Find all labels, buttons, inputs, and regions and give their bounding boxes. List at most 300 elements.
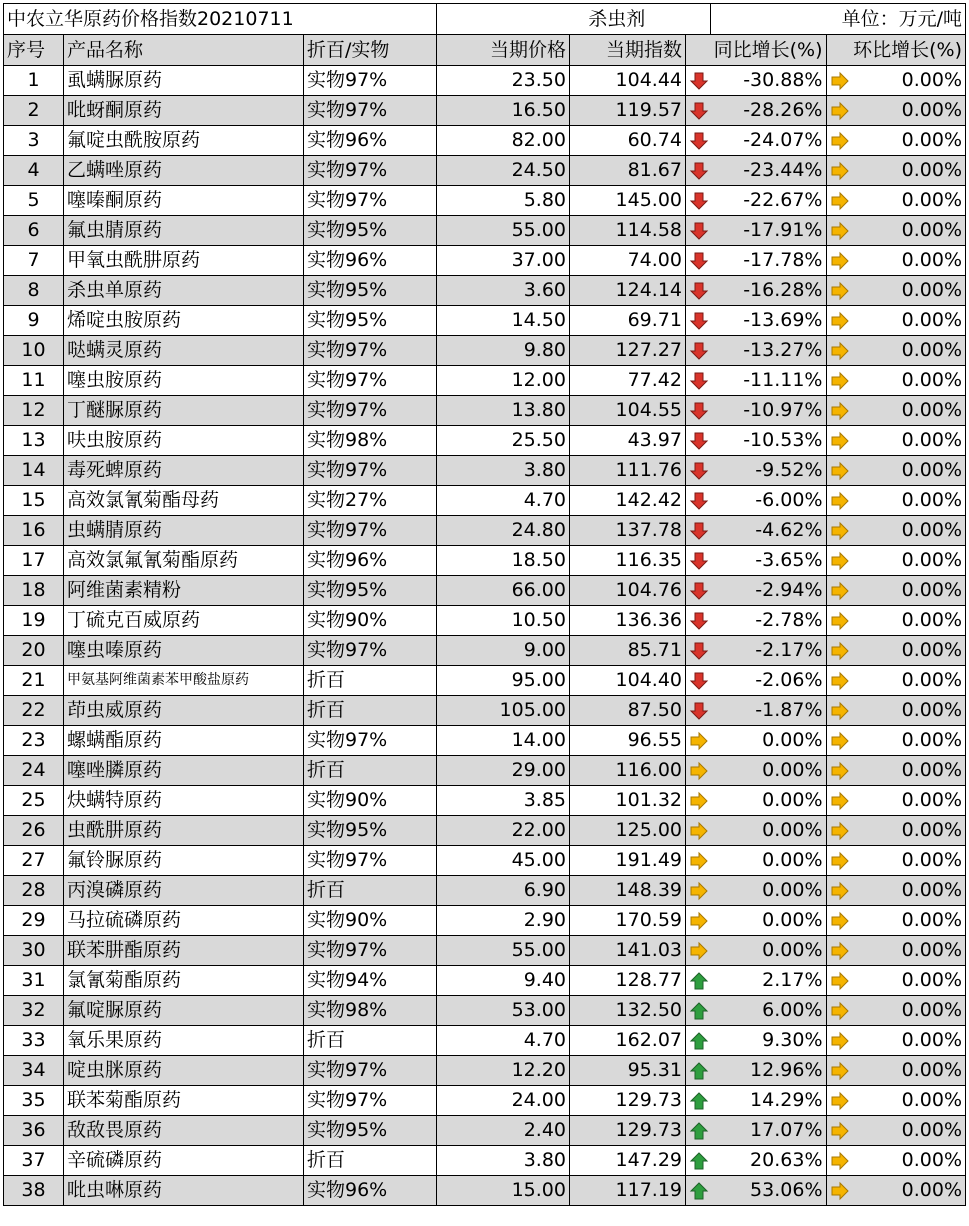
- arrow-cell: [826, 66, 851, 96]
- row-price: 55.00: [437, 936, 570, 966]
- row-spec: 折百: [304, 696, 437, 726]
- row-mom: 0.00%: [851, 696, 966, 726]
- row-yoy: -2.06%: [710, 666, 826, 696]
- arrow-up-icon: [689, 1181, 709, 1201]
- row-yoy: -9.52%: [710, 456, 826, 486]
- arrow-down-icon: [689, 371, 709, 391]
- arrow-cell: [826, 216, 851, 246]
- row-index: 137.78: [570, 516, 686, 546]
- row-mom: 0.00%: [851, 216, 966, 246]
- arrow-cell: [826, 1176, 851, 1206]
- row-index: 147.29: [570, 1146, 686, 1176]
- row-price: 9.00: [437, 636, 570, 666]
- row-seq: 7: [4, 246, 64, 276]
- row-seq: 10: [4, 336, 64, 366]
- row-index: 85.71: [570, 636, 686, 666]
- row-mom: 0.00%: [851, 246, 966, 276]
- row-name: 丁硫克百威原药: [64, 606, 304, 636]
- table-row: [4, 456, 966, 486]
- arrow-down-icon: [689, 221, 709, 241]
- row-price: 2.90: [437, 906, 570, 936]
- row-spec: 实物96%: [304, 246, 437, 276]
- row-price: 4.70: [437, 486, 570, 516]
- arrow-cell: [826, 696, 851, 726]
- category-label: 杀虫剂: [437, 4, 711, 35]
- arrow-right-icon: [830, 431, 850, 451]
- row-name: 阿维菌素精粉: [64, 576, 304, 606]
- row-price: 66.00: [437, 576, 570, 606]
- row-yoy: 2.17%: [710, 966, 826, 996]
- row-seq: 20: [4, 636, 64, 666]
- header-row: [4, 35, 966, 66]
- arrow-cell: [686, 516, 711, 546]
- arrow-right-icon: [830, 821, 850, 841]
- row-spec: 实物97%: [304, 456, 437, 486]
- row-name: 氟啶脲原药: [64, 996, 304, 1026]
- arrow-right-icon: [830, 1061, 850, 1081]
- row-index: 129.73: [570, 1086, 686, 1116]
- arrow-cell: [686, 486, 711, 516]
- table-row: [4, 336, 966, 366]
- arrow-cell: [826, 996, 851, 1026]
- row-yoy: -13.69%: [710, 306, 826, 336]
- row-yoy: 17.07%: [710, 1116, 826, 1146]
- arrow-right-icon: [830, 191, 850, 211]
- row-yoy: 0.00%: [710, 756, 826, 786]
- row-name: 茚虫威原药: [64, 696, 304, 726]
- row-seq: 34: [4, 1056, 64, 1086]
- row-mom: 0.00%: [851, 396, 966, 426]
- table-row: [4, 726, 966, 756]
- arrow-right-icon: [830, 941, 850, 961]
- row-yoy: -28.26%: [710, 96, 826, 126]
- arrow-right-icon: [689, 761, 709, 781]
- table-row: [4, 276, 966, 306]
- row-seq: 18: [4, 576, 64, 606]
- arrow-cell: [686, 276, 711, 306]
- row-yoy: 20.63%: [710, 1146, 826, 1176]
- table-row: [4, 1026, 966, 1056]
- row-spec: 折百: [304, 1146, 437, 1176]
- row-spec: 实物95%: [304, 216, 437, 246]
- row-spec: 实物94%: [304, 966, 437, 996]
- row-mom: 0.00%: [851, 876, 966, 906]
- row-name: 联苯肼酯原药: [64, 936, 304, 966]
- row-yoy: -17.78%: [710, 246, 826, 276]
- row-price: 25.50: [437, 426, 570, 456]
- row-index: 145.00: [570, 186, 686, 216]
- row-spec: 实物98%: [304, 996, 437, 1026]
- table-row: [4, 666, 966, 696]
- row-index: 132.50: [570, 996, 686, 1026]
- row-mom: 0.00%: [851, 1176, 966, 1206]
- row-seq: 31: [4, 966, 64, 996]
- row-spec: 实物97%: [304, 846, 437, 876]
- table-row: [4, 1146, 966, 1176]
- table-row: [4, 636, 966, 666]
- header-name: 产品名称: [64, 35, 304, 66]
- table-row: [4, 186, 966, 216]
- arrow-cell: [686, 126, 711, 156]
- row-index: 87.50: [570, 696, 686, 726]
- row-spec: 实物95%: [304, 576, 437, 606]
- arrow-right-icon: [830, 131, 850, 151]
- row-name: 烯啶虫胺原药: [64, 306, 304, 336]
- arrow-cell: [826, 516, 851, 546]
- row-name: 氟铃脲原药: [64, 846, 304, 876]
- row-mom: 0.00%: [851, 186, 966, 216]
- header-spec: 折百/实物: [304, 35, 437, 66]
- arrow-down-icon: [689, 671, 709, 691]
- arrow-right-icon: [830, 911, 850, 931]
- arrow-right-icon: [830, 1181, 850, 1201]
- row-yoy: 0.00%: [710, 816, 826, 846]
- row-name: 丁醚脲原药: [64, 396, 304, 426]
- row-name: 乙螨唑原药: [64, 156, 304, 186]
- row-name: 炔螨特原药: [64, 786, 304, 816]
- table-row: [4, 156, 966, 186]
- row-index: 136.36: [570, 606, 686, 636]
- table-row: [4, 1086, 966, 1116]
- arrow-right-icon: [830, 341, 850, 361]
- row-seq: 2: [4, 96, 64, 126]
- row-price: 12.20: [437, 1056, 570, 1086]
- row-index: 104.40: [570, 666, 686, 696]
- arrow-right-icon: [689, 791, 709, 811]
- arrow-cell: [686, 636, 711, 666]
- row-price: 5.80: [437, 186, 570, 216]
- row-price: 18.50: [437, 546, 570, 576]
- arrow-up-icon: [689, 1001, 709, 1021]
- arrow-cell: [686, 666, 711, 696]
- row-mom: 0.00%: [851, 306, 966, 336]
- arrow-right-icon: [830, 101, 850, 121]
- row-index: 104.55: [570, 396, 686, 426]
- arrow-up-icon: [689, 1151, 709, 1171]
- header-mom: 环比增长(%): [826, 35, 966, 66]
- row-price: 4.70: [437, 1026, 570, 1056]
- arrow-cell: [826, 1116, 851, 1146]
- row-spec: 实物97%: [304, 1086, 437, 1116]
- row-mom: 0.00%: [851, 426, 966, 456]
- row-yoy: -2.78%: [710, 606, 826, 636]
- table-row: [4, 906, 966, 936]
- row-price: 3.85: [437, 786, 570, 816]
- table-row: [4, 126, 966, 156]
- arrow-cell: [826, 846, 851, 876]
- row-yoy: -4.62%: [710, 516, 826, 546]
- row-mom: 0.00%: [851, 276, 966, 306]
- arrow-right-icon: [830, 641, 850, 661]
- arrow-down-icon: [689, 641, 709, 661]
- table-row: [4, 1176, 966, 1206]
- row-yoy: -3.65%: [710, 546, 826, 576]
- row-name: 甲氨基阿维菌素苯甲酸盐原药: [64, 666, 304, 696]
- arrow-right-icon: [830, 761, 850, 781]
- row-price: 23.50: [437, 66, 570, 96]
- row-price: 95.00: [437, 666, 570, 696]
- row-index: 74.00: [570, 246, 686, 276]
- row-seq: 29: [4, 906, 64, 936]
- row-yoy: -1.87%: [710, 696, 826, 726]
- row-name: 噻虫嗪原药: [64, 636, 304, 666]
- arrow-up-icon: [689, 1061, 709, 1081]
- arrow-down-icon: [689, 251, 709, 271]
- row-seq: 5: [4, 186, 64, 216]
- row-name: 氧乐果原药: [64, 1026, 304, 1056]
- arrow-right-icon: [830, 1121, 850, 1141]
- arrow-down-icon: [689, 341, 709, 361]
- arrow-right-icon: [830, 731, 850, 751]
- row-yoy: 6.00%: [710, 996, 826, 1026]
- row-price: 55.00: [437, 216, 570, 246]
- title-row: [4, 4, 966, 35]
- arrow-cell: [826, 156, 851, 186]
- table-row: [4, 546, 966, 576]
- row-seq: 13: [4, 426, 64, 456]
- row-price: 3.60: [437, 276, 570, 306]
- row-index: 125.00: [570, 816, 686, 846]
- row-seq: 23: [4, 726, 64, 756]
- row-name: 吡蚜酮原药: [64, 96, 304, 126]
- row-seq: 36: [4, 1116, 64, 1146]
- row-yoy: 12.96%: [710, 1056, 826, 1086]
- row-index: 191.49: [570, 846, 686, 876]
- row-mom: 0.00%: [851, 636, 966, 666]
- row-name: 噻虫胺原药: [64, 366, 304, 396]
- row-mom: 0.00%: [851, 606, 966, 636]
- arrow-cell: [686, 396, 711, 426]
- arrow-right-icon: [689, 821, 709, 841]
- arrow-right-icon: [830, 671, 850, 691]
- row-spec: 实物96%: [304, 126, 437, 156]
- row-index: 129.73: [570, 1116, 686, 1146]
- row-index: 117.19: [570, 1176, 686, 1206]
- arrow-down-icon: [689, 101, 709, 121]
- row-spec: 实物97%: [304, 396, 437, 426]
- row-mom: 0.00%: [851, 576, 966, 606]
- row-spec: 实物95%: [304, 816, 437, 846]
- arrow-cell: [686, 306, 711, 336]
- row-name: 螺螨酯原药: [64, 726, 304, 756]
- row-spec: 实物97%: [304, 1056, 437, 1086]
- row-yoy: -10.97%: [710, 396, 826, 426]
- row-mom: 0.00%: [851, 996, 966, 1026]
- arrow-cell: [826, 636, 851, 666]
- row-mom: 0.00%: [851, 906, 966, 936]
- arrow-cell: [686, 1026, 711, 1056]
- arrow-right-icon: [830, 401, 850, 421]
- row-spec: 实物27%: [304, 486, 437, 516]
- row-seq: 28: [4, 876, 64, 906]
- row-name: 氟虫腈原药: [64, 216, 304, 246]
- row-seq: 30: [4, 936, 64, 966]
- row-price: 29.00: [437, 756, 570, 786]
- arrow-cell: [686, 846, 711, 876]
- row-name: 高效氯氰菊酯母药: [64, 486, 304, 516]
- arrow-right-icon: [830, 701, 850, 721]
- row-yoy: 0.00%: [710, 876, 826, 906]
- row-index: 116.35: [570, 546, 686, 576]
- row-yoy: 0.00%: [710, 936, 826, 966]
- table-row: [4, 246, 966, 276]
- row-mom: 0.00%: [851, 816, 966, 846]
- row-index: 162.07: [570, 1026, 686, 1056]
- arrow-down-icon: [689, 401, 709, 421]
- arrow-cell: [826, 1056, 851, 1086]
- arrow-down-icon: [689, 431, 709, 451]
- arrow-down-icon: [689, 461, 709, 481]
- arrow-cell: [686, 966, 711, 996]
- arrow-cell: [686, 576, 711, 606]
- arrow-cell: [686, 756, 711, 786]
- table-row: [4, 936, 966, 966]
- arrow-cell: [826, 966, 851, 996]
- arrow-right-icon: [689, 851, 709, 871]
- row-spec: 折百: [304, 756, 437, 786]
- row-spec: 实物97%: [304, 636, 437, 666]
- arrow-cell: [686, 1176, 711, 1206]
- row-yoy: 53.06%: [710, 1176, 826, 1206]
- arrow-cell: [686, 876, 711, 906]
- row-index: 43.97: [570, 426, 686, 456]
- row-seq: 8: [4, 276, 64, 306]
- row-name: 敌敌畏原药: [64, 1116, 304, 1146]
- row-spec: 实物96%: [304, 546, 437, 576]
- row-yoy: -11.11%: [710, 366, 826, 396]
- row-index: 114.58: [570, 216, 686, 246]
- arrow-cell: [686, 1146, 711, 1176]
- row-name: 噻唑膦原药: [64, 756, 304, 786]
- arrow-down-icon: [689, 551, 709, 571]
- row-seq: 14: [4, 456, 64, 486]
- row-mom: 0.00%: [851, 756, 966, 786]
- row-name: 辛硫磷原药: [64, 1146, 304, 1176]
- row-spec: 折百: [304, 1026, 437, 1056]
- row-index: 170.59: [570, 906, 686, 936]
- arrow-right-icon: [830, 251, 850, 271]
- row-seq: 27: [4, 846, 64, 876]
- row-seq: 11: [4, 366, 64, 396]
- row-yoy: 9.30%: [710, 1026, 826, 1056]
- arrow-down-icon: [689, 581, 709, 601]
- row-mom: 0.00%: [851, 786, 966, 816]
- table-row: [4, 576, 966, 606]
- row-price: 3.80: [437, 1146, 570, 1176]
- row-spec: 实物90%: [304, 786, 437, 816]
- arrow-cell: [826, 666, 851, 696]
- arrow-right-icon: [830, 161, 850, 181]
- table-row: [4, 486, 966, 516]
- arrow-cell: [686, 696, 711, 726]
- row-mom: 0.00%: [851, 846, 966, 876]
- row-name: 啶虫脒原药: [64, 1056, 304, 1086]
- row-price: 10.50: [437, 606, 570, 636]
- table-row: [4, 606, 966, 636]
- row-price: 24.50: [437, 156, 570, 186]
- arrow-right-icon: [689, 731, 709, 751]
- row-mom: 0.00%: [851, 156, 966, 186]
- row-mom: 0.00%: [851, 366, 966, 396]
- row-spec: 实物90%: [304, 906, 437, 936]
- row-seq: 16: [4, 516, 64, 546]
- price-index-table: [3, 3, 966, 1206]
- arrow-right-icon: [830, 491, 850, 511]
- row-yoy: 0.00%: [710, 786, 826, 816]
- row-yoy: -17.91%: [710, 216, 826, 246]
- arrow-cell: [826, 396, 851, 426]
- arrow-down-icon: [689, 281, 709, 301]
- arrow-cell: [686, 156, 711, 186]
- arrow-cell: [826, 576, 851, 606]
- row-name: 哒螨灵原药: [64, 336, 304, 366]
- row-index: 104.44: [570, 66, 686, 96]
- row-name: 氟啶虫酰胺原药: [64, 126, 304, 156]
- row-spec: 实物95%: [304, 306, 437, 336]
- arrow-cell: [686, 816, 711, 846]
- row-price: 12.00: [437, 366, 570, 396]
- arrow-cell: [826, 336, 851, 366]
- arrow-up-icon: [689, 1121, 709, 1141]
- table-row: [4, 1056, 966, 1086]
- row-seq: 32: [4, 996, 64, 1026]
- row-spec: 实物97%: [304, 336, 437, 366]
- arrow-right-icon: [689, 941, 709, 961]
- arrow-cell: [686, 336, 711, 366]
- arrow-right-icon: [830, 551, 850, 571]
- row-index: 119.57: [570, 96, 686, 126]
- row-spec: 折百: [304, 666, 437, 696]
- row-mom: 0.00%: [851, 936, 966, 966]
- row-seq: 26: [4, 816, 64, 846]
- row-index: 104.76: [570, 576, 686, 606]
- row-spec: 折百: [304, 876, 437, 906]
- table-row: [4, 396, 966, 426]
- table-row: [4, 1116, 966, 1146]
- arrow-right-icon: [830, 851, 850, 871]
- row-index: 96.55: [570, 726, 686, 756]
- row-spec: 实物97%: [304, 936, 437, 966]
- arrow-right-icon: [830, 1001, 850, 1021]
- arrow-right-icon: [830, 1091, 850, 1111]
- arrow-cell: [686, 246, 711, 276]
- row-yoy: -13.27%: [710, 336, 826, 366]
- table-row: [4, 216, 966, 246]
- row-price: 15.00: [437, 1176, 570, 1206]
- row-mom: 0.00%: [851, 456, 966, 486]
- row-mom: 0.00%: [851, 1056, 966, 1086]
- row-name: 虫酰肼原药: [64, 816, 304, 846]
- row-seq: 15: [4, 486, 64, 516]
- row-price: 24.00: [437, 1086, 570, 1116]
- row-yoy: -24.07%: [710, 126, 826, 156]
- arrow-cell: [686, 606, 711, 636]
- row-yoy: -10.53%: [710, 426, 826, 456]
- arrow-cell: [826, 876, 851, 906]
- row-price: 9.80: [437, 336, 570, 366]
- arrow-cell: [686, 366, 711, 396]
- arrow-cell: [826, 1146, 851, 1176]
- row-seq: 4: [4, 156, 64, 186]
- row-seq: 9: [4, 306, 64, 336]
- arrow-right-icon: [830, 971, 850, 991]
- arrow-cell: [826, 546, 851, 576]
- row-name: 氯氰菊酯原药: [64, 966, 304, 996]
- arrow-cell: [686, 1056, 711, 1086]
- row-price: 37.00: [437, 246, 570, 276]
- arrow-down-icon: [689, 311, 709, 331]
- row-seq: 21: [4, 666, 64, 696]
